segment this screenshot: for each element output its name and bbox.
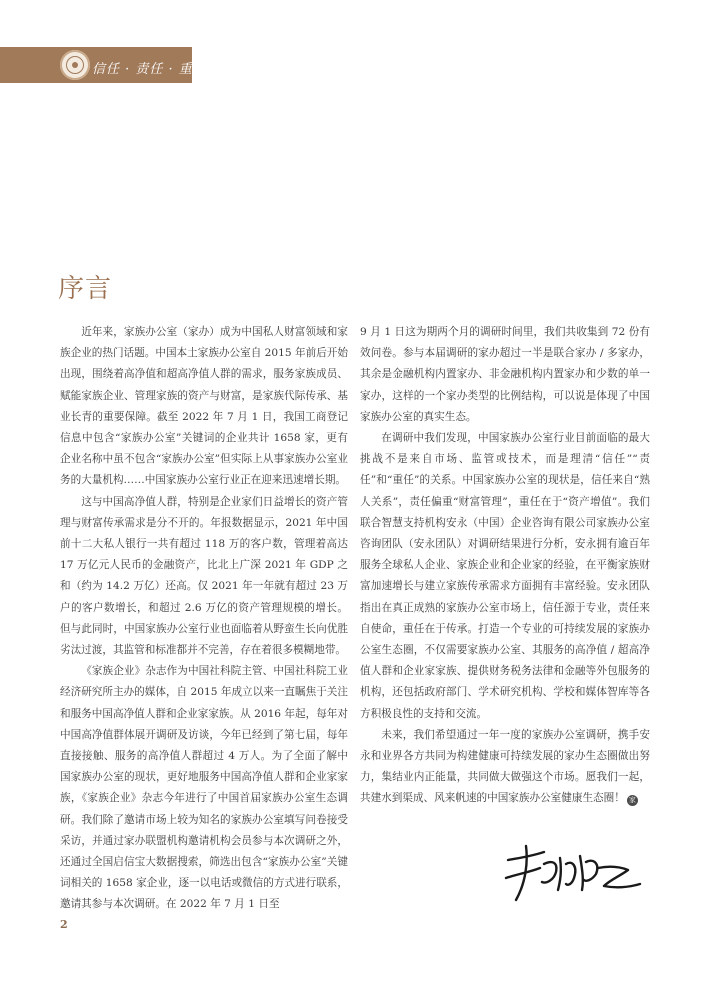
left-column: [60, 322, 348, 916]
paragraph: 《家族企业》杂志作为中国社科院主管、中国社科院工业经济研究所主办的媒体，自 2015 年成立以来一直瞩焦于关注和服务中国高净值人群和企业家家族。从 2016 年起，每年对中国高净值群体展开调研及访谈，今年已经到了第七届，每年直接接触、服务的高净值人群超过 4 万人。为了全面了解中国家族办公室的现状，更好地服务中国高净值人群和企业家家族，《家族企业》杂志今年进行了中国首届家族办公室生态调研。我们除了邀请市场上较为知名的家族办公室填写问卷接受采访，并通过家办联盟机构邀请机构会员参与本次调研之外，还通过全国启信宝大数据搜索，筛选出包含“家族办公室”关键词相关的 1658 家企业，逐一以电话或微信的方式进行联系，邀请其参与本次调研。在 2022 年 7 月 1 日至: [60, 665, 348, 911]
paragraph-text: 未来，我们希望通过一年一度的家族办公室调研，携手安永和业界各方共同为构建健康可持续发展的家办生态圈做出努力，集结业内正能量，共同做大做强这个市场。愿我们一起，共建水到渠成、风来帆速的中国家族办公室健康生态圈！: [360, 728, 650, 805]
paragraph: 近年来，家族办公室（家办）成为中国私人财富领域和家族企业的热门话题。中国本土家族办公室自 2015 年前后开始出现，围绕着高净值和超高净值人群的需求，服务家族成员、赋能家族企业、管理家族的资产与财富，是家族代际传承、基业长青的重要保障。截至 2022 年 7 月 1 日，我国工商登记信息中包含“家族办公室”关键词的企业共计 1658 家，更有企业名称中虽不包含“家族办公室”但实际上从事家族办公室业务的大量机构……中国家族办公室行业正在迎来迅速增长期。: [60, 326, 348, 487]
page-number: 2: [60, 918, 68, 931]
end-mark-icon: 家: [628, 796, 636, 805]
header-slogan: 信任 · 责任 · 重任: [92, 62, 207, 77]
paragraph: 这与中国高净值人群，特别是企业家们日益增长的资产管理与财富传承需求是分不开的。年报数据显示，2021 年中国前十二大私人银行一共有超过 118 万的客户数，管理着高达 17 万亿元人民币的金融资产，比北上广深 2021 年 GDP 之和（约为 14.2 万亿）还高。仅 2021 年一年就有超过 23 万户的客户数增长，和超过 2.6 万亿的资产管理规模的增长。但与此同时，中国家族办公室行业也面临着从野蛮生长向优胜劣汰过渡，其监管和标准都并不完善，存在着很多模糊地带。: [60, 495, 348, 657]
right-column: [360, 322, 650, 810]
signature-icon: [500, 838, 650, 908]
paragraph: 在调研中我们发现，中国家族办公室行业目前面临的最大挑战不是来自市场、监管或技术，而是理清“信任”“责任”和“重任”的关系。中国家族办公室的现状是，信任来自“熟人关系”，责任偏重“财富管理”，重任在于“资产增值”。我们联合智慧支持机构安永（中国）企业咨询有限公司家族办公室咨询团队（安永团队）对调研结果进行分析，安永拥有逾百年服务全球私人企业、家族企业和企业家的经验，在平衡家族财富加速增长与建立家族传承需求方面拥有丰富经验。安永团队指出在真正成熟的家族办公室市场上，信任源于专业，责任来自使命，重任在于传承。打造一个专业的可持续发展的家族办公室生态圈，不仅需要家族办公室、其服务的高净值 / 超高净值人群和企业家家族、提供财务税务法律和金融等外包服务的机构，还包括政府部门、学术研究机构、学校和媒体智库等各方积极良性的支持和交流。: [360, 432, 650, 720]
ornament-logo-icon: [60, 50, 90, 80]
paragraph: 9 月 1 日这为期两个月的调研时间里，我们共收集到 72 份有效问卷。参与本届调研的家办超过一半是联合家办 / 多家办，其余是金融机构内置家办、非金融机构内置家办和少数的单一家办，这样的一个家办类型的比例结构，可以说是体现了中国家族办公室的真实生态。: [360, 326, 650, 423]
paragraph-last: [360, 725, 650, 810]
page-title: 序言: [58, 274, 113, 304]
